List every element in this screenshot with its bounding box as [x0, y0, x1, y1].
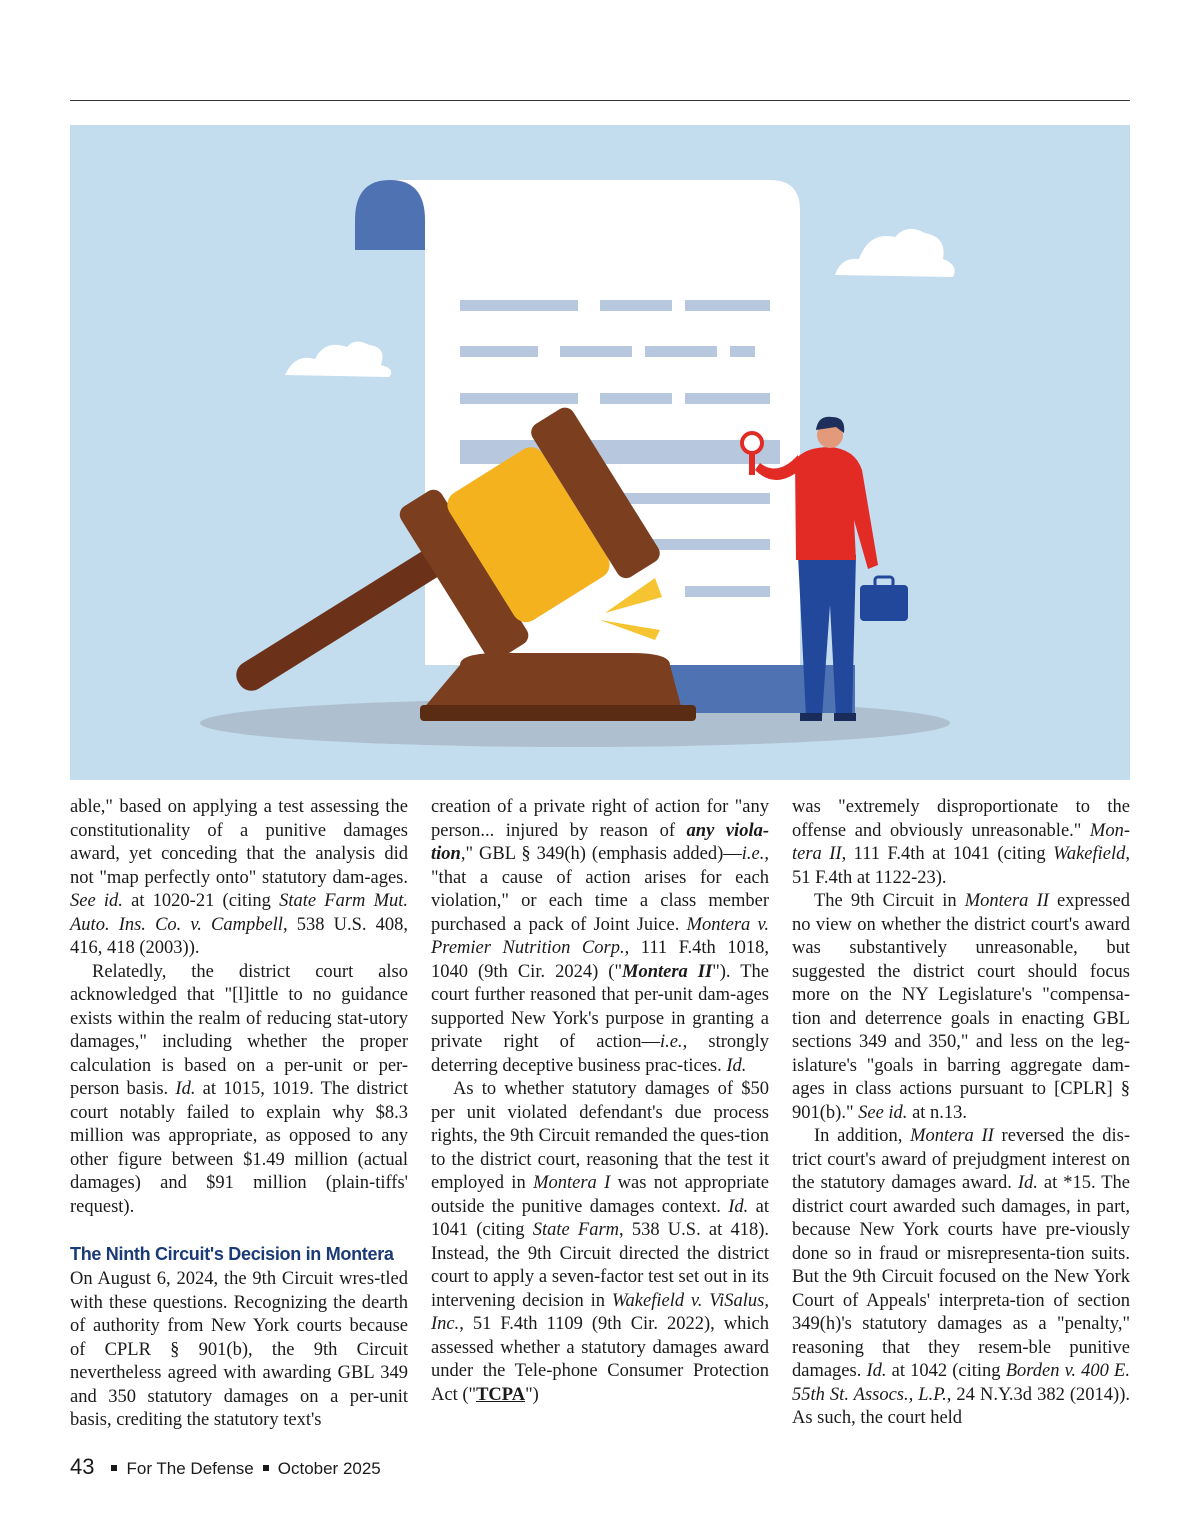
text-column-3	[792, 796, 1130, 1431]
footer-separator	[263, 1465, 269, 1471]
page-footer	[70, 1452, 381, 1484]
header-illustration	[70, 125, 1130, 780]
paragraph: As to whether statutory damages of $50 per unit violated defendant's due process rights, the 9th Circuit remanded the ques-tion to the district court, reasoning that the test it employed in Montera I was not appropriate outside the punitive damages context. Id. at 1041 (citing State Farm, 538 U.S. at 418). Instead, the 9th Circuit directed the district court to apply a seven-factor test set out in its intervening decision in Wakefield v. ViSalus, Inc., 51 F.4th 1109 (9th Cir. 2022), which assessed whether a statutory damages award under the Tele-phone Consumer Protection Act ("TCPA")	[431, 1079, 770, 1405]
text-column-2	[431, 796, 769, 1407]
page-number: 43	[70, 1454, 95, 1479]
paragraph: In addition, Montera II reversed the dis-trict court's award of prejudgment interest on the statutory damages award. Id. at *15. The district court awarded such damages, in part, because New York courts have pre-viously done so in fraud or misrepresenta-tion suits. But the 9th Circuit focused on the New York Court of Appeals' interpreta-tion of section 349(h)'s statutory damages as a "penalty," reasoning that they resem-ble punitive damages. Id. at 1042 (citing Borden v. 400 E. 55th St. Assocs., L.P., 24 N.Y.3d 382 (2014)). As such, the court held	[792, 1126, 1131, 1428]
paragraph: was "extremely disproportionate to the offense and obviously unreasonable." Mon-tera II, 111 F.4th at 1041 (citing Wakefield, 51 F.4th at 1122-23).	[792, 797, 1131, 888]
text-column-1	[70, 796, 408, 1433]
issue-date: October 2025	[277, 1459, 381, 1478]
paragraph: The 9th Circuit in Montera II expressed no view on whether the district court's award was substantively unreasonable, but suggested the district court should focus more on the NY Legislature's "compensa-tion and deterrence goals in enacting GBL sections 349 and 350," and less on the leg-islature's "goals in barring aggregate dam-ages in class actions pursuant to [CPLR] § 901(b)." See id. at n.13.	[792, 891, 1130, 1123]
paragraph: able," based on applying a test assessing the constitutionality of a punitive damages award, yet conceding that the analysis did not "map perfectly onto" statutory dam-ages. See id. at 1020-21 (citing State Farm Mut. Auto. Ins. Co. v. Campbell, 538 U.S. 408, 416, 418 (2003)).	[70, 797, 409, 958]
paragraph: On August 6, 2024, the 9th Circuit wres-tled with these questions. Recognizing the dearth of authority from New York courts because of CPLR § 901(b), the 9th Circuit nevertheless agreed with awarding GBL 349 and 350 statutory damages on a per-unit basis, crediting the statutory text's	[70, 1269, 408, 1430]
tcpa-link[interactable]: TCPA	[476, 1384, 526, 1405]
cloud-icon	[285, 341, 391, 377]
top-rule	[70, 100, 1130, 101]
footer-separator	[111, 1465, 117, 1471]
publication-name: For The Defense	[126, 1459, 254, 1478]
gavel-sound-block	[420, 653, 696, 721]
paragraph: creation of a private right of action for "any person... injured by reason of any viola-tion," GBL § 349(h) (emphasis added)—i.e., "that a cause of action arises for each violation," or each time a class member purchased a pack of Joint Juice. Montera v. Premier Nutrition Corp., 111 F.4th 1018, 1040 (9th Cir. 2024) ("Montera II"). The court further reasoned that per-unit dam-ages supported New York's purpose in granting a private right of action—i.e., strongly deterring deceptive business prac-tices. Id.	[431, 797, 770, 1076]
section-heading: The Ninth Circuit's Decision in Montera	[70, 1244, 394, 1264]
cloud-icon	[835, 229, 955, 277]
briefcase-icon	[860, 577, 908, 621]
paragraph: Relatedly, the district court also acknowledged that "[l]ittle to no guidance exists within the realm of reducing stat-utory damages," including whether the proper calculation is based on a per-unit or per-person basis. Id. at 1015, 1019. The district court notably failed to explain why $8.3 million was appropriate, as opposed to any other figure between $1.49 million (actual damages) and $91 million (plain-tiffs' request).	[70, 961, 408, 1217]
